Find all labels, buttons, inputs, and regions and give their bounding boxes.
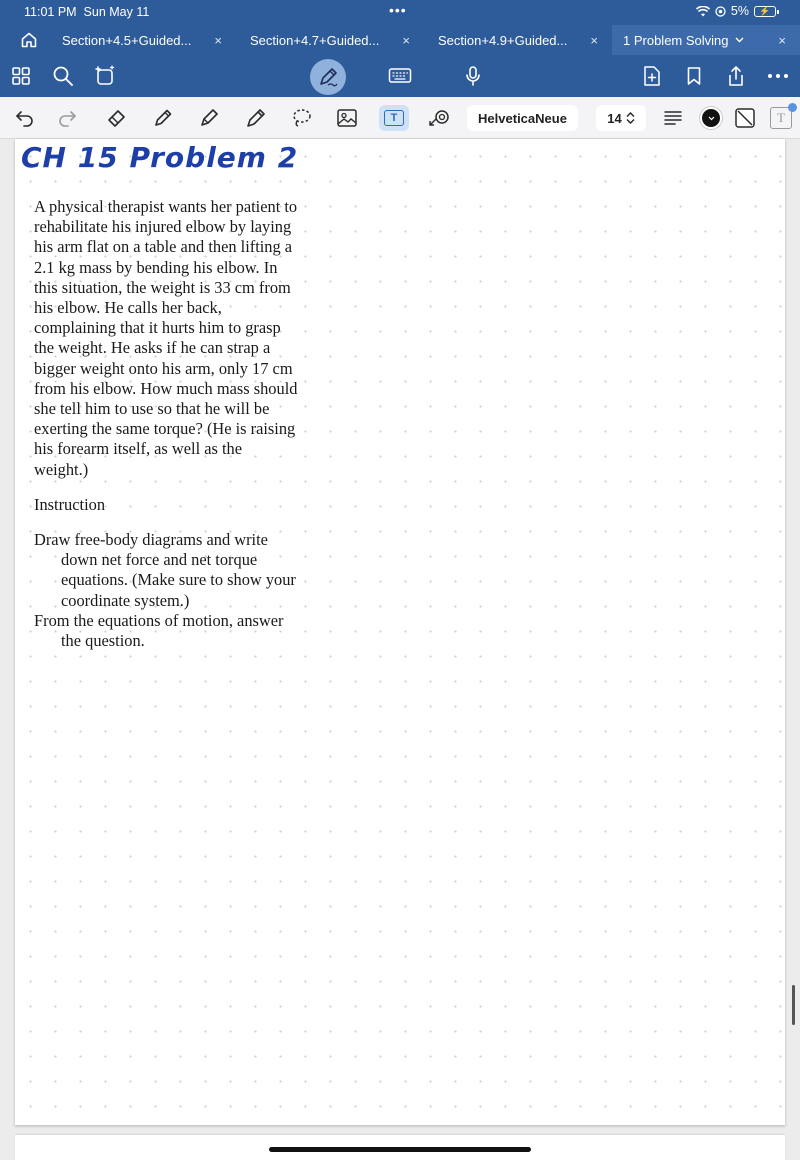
highlighter-icon[interactable]	[241, 104, 269, 132]
instruction-heading: Instruction	[34, 494, 106, 514]
pen-mode-icon[interactable]	[310, 59, 346, 95]
redo-icon[interactable]	[53, 104, 81, 132]
textbox-style-icon[interactable]: T	[767, 104, 795, 132]
battery-percent: 5%	[730, 4, 749, 18]
instruction-item: From the equations of motion, answer the question.	[34, 610, 284, 651]
battery-charging-icon: ⚡	[754, 6, 776, 17]
eraser-icon[interactable]	[103, 104, 131, 132]
tab-close-icon[interactable]: ×	[778, 32, 786, 48]
tab-section-4-9[interactable]: Section+4.9+Guided... ×	[438, 32, 598, 48]
microphone-icon[interactable]	[458, 61, 488, 91]
font-family-selector[interactable]: HelveticaNeue	[467, 105, 578, 131]
chevron-down-icon	[700, 107, 722, 129]
app-header	[0, 0, 800, 97]
location-icon	[715, 6, 726, 17]
lasso-icon[interactable]	[287, 104, 315, 132]
problem-textbox[interactable]	[34, 197, 334, 651]
instruction-list	[34, 530, 334, 651]
text-tool-icon[interactable]: T	[379, 105, 409, 131]
tab-close-icon[interactable]: ×	[214, 32, 222, 48]
text-color-swatch[interactable]	[697, 104, 725, 132]
pencil-icon[interactable]	[195, 104, 223, 132]
share-icon[interactable]	[721, 61, 751, 91]
tab-section-4-7[interactable]: Section+4.7+Guided... ×	[250, 32, 410, 48]
image-icon[interactable]	[333, 104, 361, 132]
add-page-icon[interactable]	[637, 61, 667, 91]
drawing-toolbar	[0, 97, 800, 139]
status-icons	[696, 4, 776, 18]
home-indicator[interactable]	[269, 1147, 531, 1152]
main-toolbar	[0, 57, 800, 95]
thumbnails-grid-icon[interactable]	[6, 61, 36, 91]
tab-problem-solving[interactable]: 1 Problem Solving ×	[612, 25, 800, 55]
tab-section-4-5[interactable]: Section+4.5+Guided... ×	[62, 32, 222, 48]
font-size-stepper[interactable]: 14	[596, 105, 646, 131]
stepper-chevron-icon	[626, 112, 635, 124]
elements-icon[interactable]	[425, 104, 453, 132]
no-fill-swatch[interactable]	[731, 104, 759, 132]
status-time: 11:01 PM Sun May 11	[24, 5, 150, 19]
page-title: CH 15 Problem 2	[21, 141, 299, 174]
notification-dot	[788, 103, 797, 112]
pen-icon[interactable]	[149, 104, 177, 132]
keyboard-icon[interactable]	[385, 61, 415, 91]
search-icon[interactable]	[48, 61, 78, 91]
scrollbar[interactable]	[792, 985, 795, 1025]
wifi-icon	[696, 6, 710, 17]
more-options-icon[interactable]	[763, 61, 793, 91]
problem-statement: A physical therapist wants her patient to rehabilitate his injured elbow by laying his arm flat on a table and then lifting a 2.1 kg mass by bending his elbow. In this situation, the weight is 33 cm from his elbow. He calls her back, complaining that it hurts him to grasp the weight. He asks if he can strap a bigger weight onto his arm, only 17 cm from his elbow. How much mass should she tell him to use so that he will be exerting the same torque? (He is raising his forearm itself, as well as the weight.)	[34, 197, 298, 479]
notebook-page[interactable]	[15, 139, 785, 1125]
tab-close-icon[interactable]: ×	[402, 32, 410, 48]
undo-icon[interactable]	[11, 104, 39, 132]
tab-close-icon[interactable]: ×	[590, 32, 598, 48]
bookmark-icon[interactable]	[679, 61, 709, 91]
status-bar	[0, 0, 800, 24]
ai-assistant-icon[interactable]	[90, 61, 120, 91]
text-align-icon[interactable]	[659, 104, 687, 132]
document-tabs	[0, 25, 800, 55]
multitasking-dots-icon[interactable]: •••	[389, 2, 407, 18]
instruction-item: Draw free-body diagrams and write down net force and net torque equations. (Make sure to show your coordinate system.)	[34, 530, 296, 610]
chevron-down-icon[interactable]	[735, 37, 744, 43]
home-icon[interactable]	[18, 29, 40, 51]
